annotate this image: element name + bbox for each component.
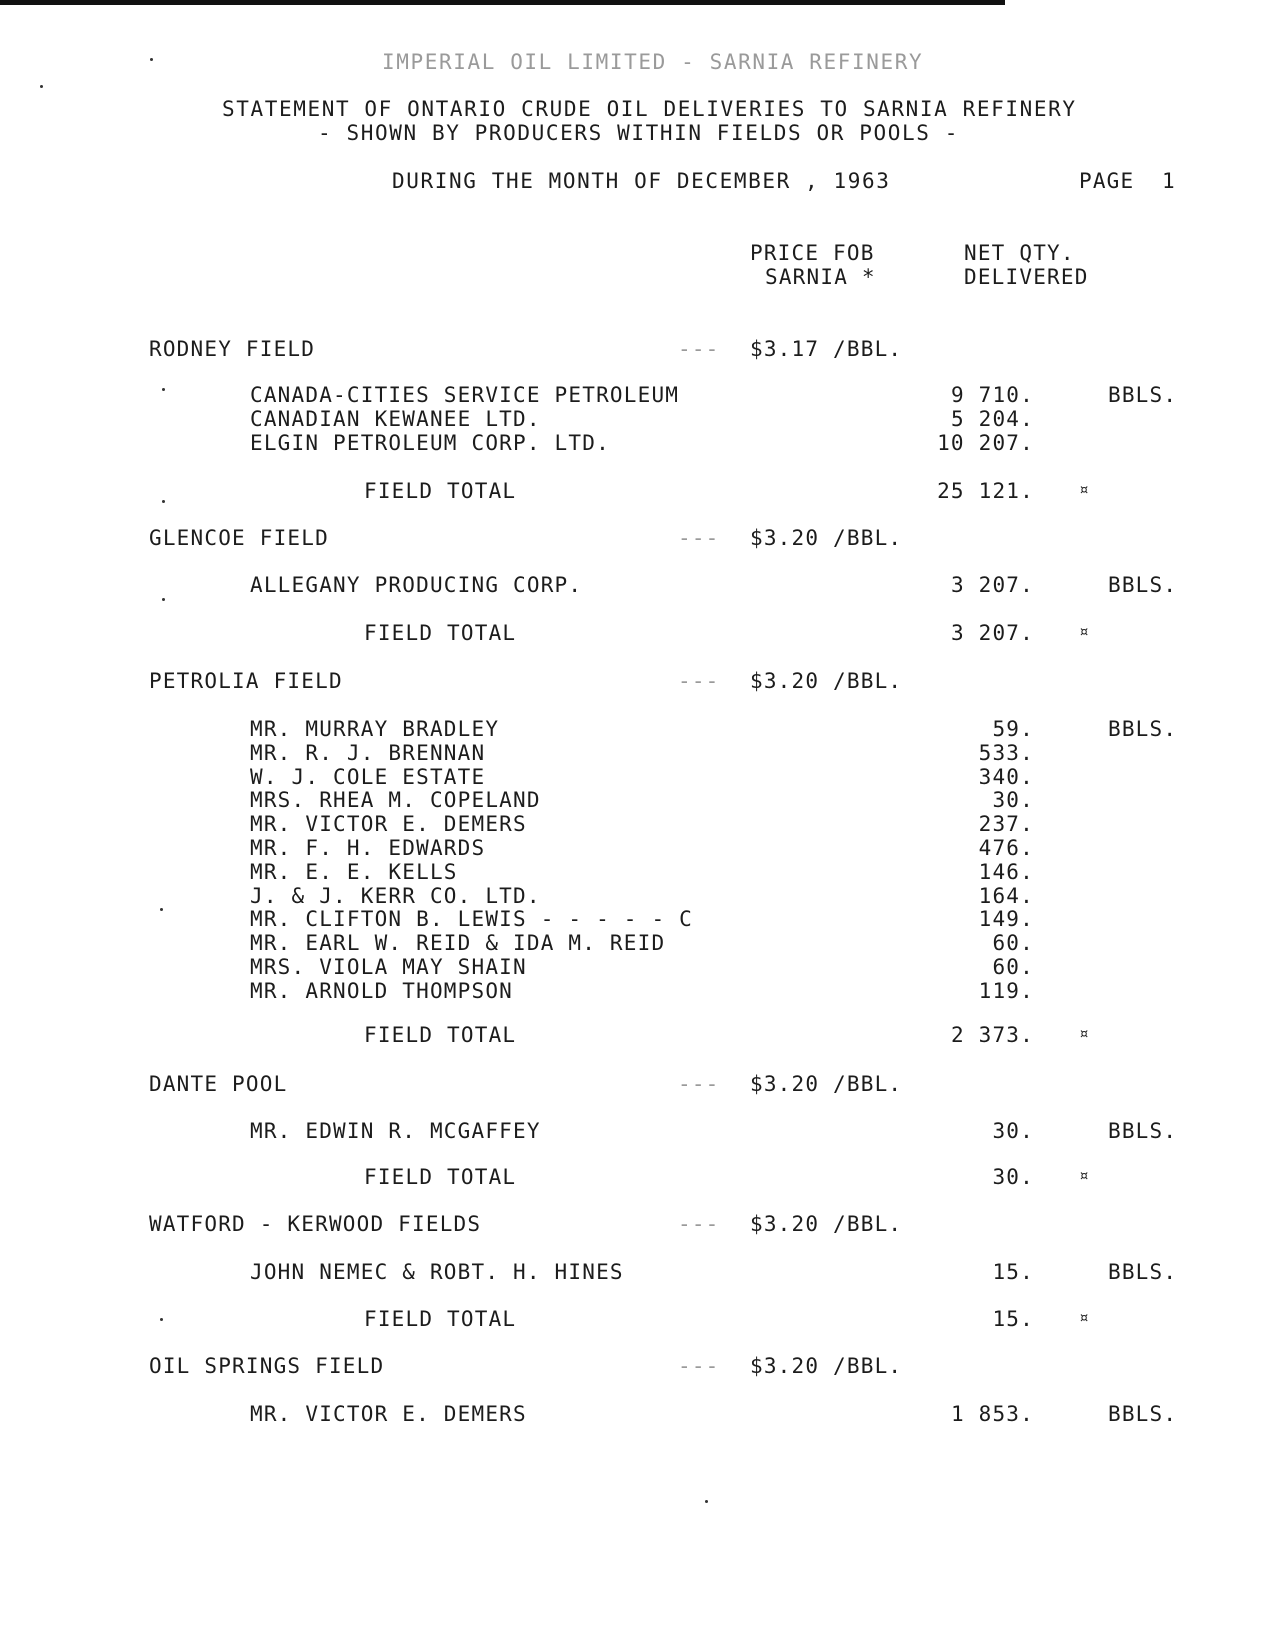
producer-name: MRS. VIOLA MAY SHAIN <box>250 955 527 979</box>
scan-speck <box>162 388 165 391</box>
producer-quantity: 15. <box>992 1260 1034 1284</box>
producer-name: MR. EARL W. REID & IDA M. REID <box>250 931 666 955</box>
field-name: RODNEY FIELD <box>149 337 316 361</box>
field-price: $3.20 /BBL. <box>750 1212 903 1236</box>
producer-name: ELGIN PETROLEUM CORP. LTD. <box>250 431 610 455</box>
producer-name: MR. R. J. BRENNAN <box>250 741 486 765</box>
price-column-subheader: SARNIA * <box>765 265 876 289</box>
report-subtitle: - SHOWN BY PRODUCERS WITHIN FIELDS OR POOLS - <box>318 121 959 145</box>
producer-quantity: 164. <box>978 884 1034 908</box>
unit-label: BBLS. <box>1108 1119 1178 1143</box>
scan-speck <box>705 1500 708 1503</box>
scan-speck <box>160 1318 163 1321</box>
field-total-mark-icon: ¤ <box>1079 622 1089 641</box>
producer-name: MR. VICTOR E. DEMERS <box>250 1402 527 1426</box>
producer-quantity: 30. <box>992 788 1034 812</box>
quantity-column-subheader: DELIVERED <box>964 265 1089 289</box>
field-total-mark-icon: ¤ <box>1079 1166 1089 1185</box>
page-number: PAGE 1 <box>1079 169 1176 193</box>
field-total-label: FIELD TOTAL <box>364 1165 517 1189</box>
producer-quantity: 5 204. <box>950 407 1034 431</box>
producer-quantity: 149. <box>978 907 1034 931</box>
field-total-label: FIELD TOTAL <box>364 1023 517 1047</box>
producer-name: CANADIAN KEWANEE LTD. <box>250 407 541 431</box>
quantity-column-header: NET QTY. <box>964 241 1075 265</box>
price-dash-leader: --- <box>678 1212 720 1236</box>
field-total-quantity: 3 207. <box>950 621 1034 645</box>
producer-name: CANADA-CITIES SERVICE PETROLEUM <box>250 383 680 407</box>
field-price: $3.17 /BBL. <box>750 337 903 361</box>
field-price: $3.20 /BBL. <box>750 1354 903 1378</box>
producer-quantity: 9 710. <box>950 383 1034 407</box>
field-total-quantity: 30. <box>992 1165 1034 1189</box>
producer-quantity: 60. <box>992 955 1034 979</box>
price-column-header: PRICE FOB <box>750 241 875 265</box>
producer-name: MR. CLIFTON B. LEWIS - - - - - C <box>250 907 693 931</box>
unit-label: BBLS. <box>1108 383 1178 407</box>
field-name: PETROLIA FIELD <box>149 669 343 693</box>
field-total-mark-icon: ¤ <box>1079 1024 1089 1043</box>
producer-name: MR. F. H. EDWARDS <box>250 836 486 860</box>
field-total-label: FIELD TOTAL <box>364 621 517 645</box>
field-name: DANTE POOL <box>149 1072 288 1096</box>
producer-name: MR. VICTOR E. DEMERS <box>250 812 527 836</box>
producer-quantity: 10 207. <box>937 431 1034 455</box>
price-dash-leader: --- <box>678 669 720 693</box>
producer-quantity: 237. <box>978 812 1034 836</box>
field-total-mark-icon: ¤ <box>1079 1308 1089 1327</box>
report-period: DURING THE MONTH OF DECEMBER , 1963 <box>392 169 891 193</box>
producer-quantity: 1 853. <box>950 1402 1034 1426</box>
field-total-label: FIELD TOTAL <box>364 479 517 503</box>
field-price: $3.20 /BBL. <box>750 669 903 693</box>
field-total-quantity: 25 121. <box>937 479 1034 503</box>
producer-name: ALLEGANY PRODUCING CORP. <box>250 573 583 597</box>
report-title: STATEMENT OF ONTARIO CRUDE OIL DELIVERIES TO SARNIA REFINERY <box>222 97 1077 121</box>
producer-quantity: 533. <box>978 741 1034 765</box>
price-dash-leader: --- <box>678 337 720 361</box>
scan-speck <box>40 85 43 88</box>
field-name: WATFORD - KERWOOD FIELDS <box>149 1212 482 1236</box>
scan-speck <box>162 598 165 601</box>
field-price: $3.20 /BBL. <box>750 526 903 550</box>
producer-name: MR. E. E. KELLS <box>250 860 458 884</box>
producer-quantity: 146. <box>978 860 1034 884</box>
price-dash-leader: --- <box>678 1354 720 1378</box>
field-name: OIL SPRINGS FIELD <box>149 1354 385 1378</box>
producer-quantity: 30. <box>992 1119 1034 1143</box>
company-header: IMPERIAL OIL LIMITED - SARNIA REFINERY <box>382 50 924 74</box>
unit-label: BBLS. <box>1108 573 1178 597</box>
scan-speck <box>162 500 165 503</box>
unit-label: BBLS. <box>1108 1260 1178 1284</box>
producer-quantity: 60. <box>992 931 1034 955</box>
price-dash-leader: --- <box>678 526 720 550</box>
producer-name: MR. MURRAY BRADLEY <box>250 717 500 741</box>
producer-quantity: 476. <box>978 836 1034 860</box>
unit-label: BBLS. <box>1108 717 1178 741</box>
top-edge-rule <box>0 0 1005 5</box>
producer-quantity: 340. <box>978 765 1034 789</box>
producer-name: W. J. COLE ESTATE <box>250 765 486 789</box>
producer-quantity: 119. <box>978 979 1034 1003</box>
scan-speck <box>160 908 163 911</box>
field-total-quantity: 15. <box>992 1307 1034 1331</box>
producer-quantity: 59. <box>992 717 1034 741</box>
producer-name: MR. ARNOLD THOMPSON <box>250 979 514 1003</box>
producer-quantity: 3 207. <box>950 573 1034 597</box>
unit-label: BBLS. <box>1108 1402 1178 1426</box>
field-name: GLENCOE FIELD <box>149 526 329 550</box>
field-price: $3.20 /BBL. <box>750 1072 903 1096</box>
scan-speck <box>150 58 153 61</box>
producer-name: MRS. RHEA M. COPELAND <box>250 788 541 812</box>
producer-name: MR. EDWIN R. MCGAFFEY <box>250 1119 541 1143</box>
field-total-quantity: 2 373. <box>950 1023 1034 1047</box>
field-total-mark-icon: ¤ <box>1079 480 1089 499</box>
field-total-label: FIELD TOTAL <box>364 1307 517 1331</box>
producer-name: J. & J. KERR CO. LTD. <box>250 884 541 908</box>
producer-name: JOHN NEMEC & ROBT. H. HINES <box>250 1260 624 1284</box>
price-dash-leader: --- <box>678 1072 720 1096</box>
